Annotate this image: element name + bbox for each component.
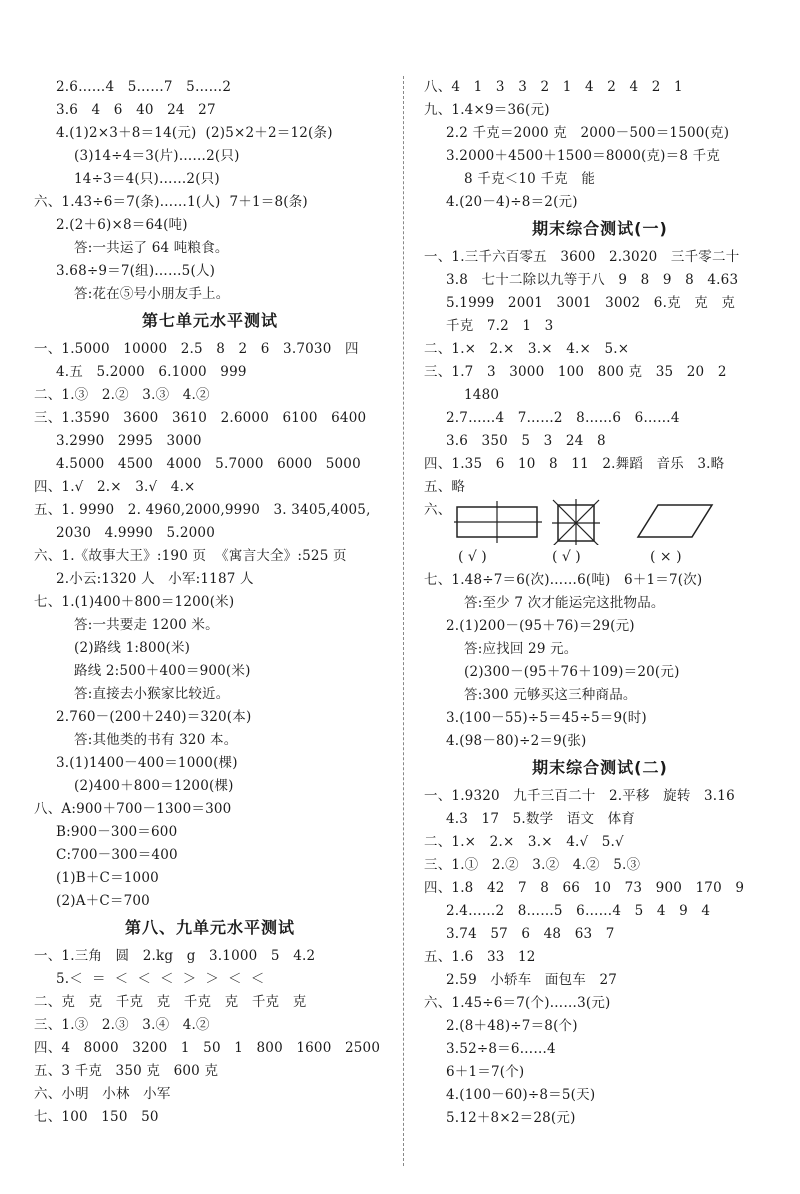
answer-line: 2030 4.9990 5.2000 (56, 525, 215, 541)
column-divider (403, 76, 404, 1166)
answer-line: 2.7……4 7……2 8……6 6……4 (446, 410, 680, 426)
answer-line: 路线 2:500＋400＝900(米) (74, 663, 251, 679)
answer-line: 2.59 小轿车 面包车 27 (446, 972, 618, 988)
answer-line: (2)路线 1:800(米) (74, 640, 191, 656)
answer-line: 4.(20－4)÷8＝2(元) (446, 194, 578, 210)
answer-line: 三、1.③ 2.③ 3.④ 4.② (34, 1017, 210, 1033)
answer-line: 四、4 8000 3200 1 50 1 800 1600 2500 (34, 1040, 381, 1056)
answer-line: 答:300 元够买这三种商品。 (464, 687, 637, 703)
answer-line: 千克 7.2 1 3 (446, 318, 554, 334)
answer-line: 四、1.8 42 7 8 66 10 73 900 170 9 (424, 880, 745, 896)
answer-line: 4.(98－80)÷2＝9(张) (446, 733, 587, 749)
answer-line: 5.1999 2001 3001 3002 6.克 克 克 (446, 295, 736, 311)
answer-line: 三、1.7 3 3000 100 800 克 35 20 2 (424, 364, 727, 380)
answer-line: 答:直接去小猴家比较近。 (74, 686, 230, 702)
answer-line: 8 千克＜10 千克 能 (464, 171, 596, 187)
answer-line: 6＋1＝7(个) (446, 1064, 525, 1080)
answer-line: 五、1. 9990 2. 4960,2000,9990 3. 3405,4005, (34, 502, 371, 518)
answer-line: 四、1.35 6 10 8 11 2.舞蹈 音乐 3.略 (424, 456, 725, 472)
answer-line: 一、1.三千六百零五 3600 2.3020 三千零二十 (424, 249, 740, 265)
answer-line: 二、克 克 千克 克 千克 克 千克 克 (34, 994, 307, 1010)
parallelogram-figure (636, 499, 716, 543)
answer-line: 4.(100－60)÷8＝5(天) (446, 1087, 596, 1103)
answer-line: 六、1.43÷6＝7(条)……1(人) 7＋1＝8(条) (34, 194, 308, 210)
section-title-unit7: 第七单元水平测试 (141, 311, 278, 330)
answer-line: 九、1.4×9＝36(元) (424, 102, 550, 118)
answer-line: 2.(2＋6)×8＝64(吨) (56, 217, 188, 233)
answer-line: 三、1.① 2.② 3.② 4.② 5.③ (424, 857, 641, 873)
answer-line: 3.6 4 6 40 24 27 (56, 102, 216, 118)
answer-line: 六、小明 小林 小军 (34, 1086, 171, 1102)
answer-line: 答:应找回 29 元。 (464, 641, 578, 657)
answer-line: 3.74 57 6 48 63 7 (446, 926, 615, 942)
answer-line: 二、1.× 2.× 3.× 4.√ 5.√ (424, 834, 624, 850)
answer-line: 3.(1)1400－400＝1000(棵) (56, 755, 238, 771)
answer-line: (3)14÷4＝3(片)……2(只) (74, 148, 240, 164)
answer-line: 六、1.《故事大王》:190 页 《寓言大全》:525 页 (34, 548, 347, 564)
answer-line: 2.2 千克＝2000 克 2000－500＝1500(克) (446, 125, 730, 141)
answer-line: (2)A＋C＝700 (56, 893, 150, 909)
answer-line: 3.6 350 5 3 24 8 (446, 433, 606, 449)
answer-line: 3.68÷9＝7(组)……5(人) (56, 263, 216, 279)
answer-line: 答:至少 7 次才能运完这批物品。 (464, 595, 665, 611)
shapes-figure-row (424, 499, 776, 545)
answer-line: 3.8 七十二除以九等于八 9 8 9 8 4.63 (446, 272, 739, 288)
answer-line: 答:一共要走 1200 米。 (74, 617, 219, 633)
shape-answers-row (424, 545, 776, 569)
answer-line: 六、1.45÷6＝7(个)……3(元) (424, 995, 611, 1011)
section-title-final1: 期末综合测试(一) (532, 219, 668, 238)
answer-line: 二、1.× 2.× 3.× 4.× 5.× (424, 341, 630, 357)
answer-line: 3.2000＋4500＋1500＝8000(克)＝8 千克 (446, 148, 721, 164)
section-label: 六、 (424, 502, 452, 518)
answer-line: 答:其他类的书有 320 本。 (74, 732, 238, 748)
answer-line: 2.(8＋48)÷7＝8(个) (446, 1018, 578, 1034)
answer-line: 5.＜ ＝ ＜ ＜ ＜ ＞ ＞ ＜ ＜ (56, 971, 265, 987)
answer-line: C:700－300＝400 (56, 847, 178, 863)
answer-line: (1)B＋C＝1000 (56, 870, 159, 886)
left-column (34, 76, 386, 1129)
answer-line: 五、3 千克 350 克 600 克 (34, 1063, 219, 1079)
section-title-final2: 期末综合测试(二) (532, 758, 668, 777)
answer-line: 七、1.(1)400＋800＝1200(米) (34, 594, 235, 610)
answer-line: (2)400＋800＝1200(棵) (74, 778, 234, 794)
rectangle-grid-figure (454, 499, 544, 543)
answer-line: 一、1.9320 九千三百二十 2.平移 旋转 3.16 (424, 788, 735, 804)
answer-line: 3.2990 2995 3000 (56, 433, 202, 449)
answer-line: 3.(100－55)÷5＝45÷5＝9(时) (446, 710, 647, 726)
answer-line: 5.12＋8×2＝28(元) (446, 1110, 576, 1126)
answer-line: 4.3 17 5.数学 语文 体育 (446, 811, 636, 827)
answer-line: (2)300－(95＋76＋109)＝20(元) (464, 664, 680, 680)
answer-line: 八、A:900＋700－1300＝300 (34, 801, 232, 817)
answer-line: 4.5000 4500 4000 5.7000 6000 5000 (56, 456, 361, 472)
answer-line: 1480 (464, 387, 500, 403)
answer-line: 14÷3＝4(只)……2(只) (74, 171, 220, 187)
answer-line: 四、1.√ 2.× 3.√ 4.× (34, 479, 196, 495)
answer-line: 3.52÷8＝6……4 (446, 1041, 556, 1057)
answer-line: 二、1.③ 2.② 3.③ 4.② (34, 387, 210, 403)
answer-line: 七、1.48÷7＝6(次)……6(吨) 6＋1＝7(次) (424, 572, 703, 588)
answer-line: 八、4 1 3 3 2 1 4 2 4 2 1 (424, 79, 683, 95)
answer-line: 2.小云:1320 人 小军:1187 人 (56, 571, 254, 587)
answer-line: 一、1.三角 圆 2.kg g 3.1000 5 4.2 (34, 948, 316, 964)
square-star-figure (552, 499, 602, 545)
right-column (424, 76, 776, 1130)
answer-line: 五、略 (424, 479, 466, 495)
answer-line: 答:花在⑤号小朋友手上。 (74, 286, 230, 302)
answer-line: 一、1.5000 10000 2.5 8 2 6 3.7030 四 (34, 341, 359, 357)
answer-line: 2.6……4 5……7 5……2 (56, 79, 232, 95)
answer-line: 五、1.6 33 12 (424, 949, 536, 965)
answer-line: B:900－300＝600 (56, 824, 178, 840)
shape-answer-3: ( × ) (650, 549, 682, 565)
shape-answer-1: ( √ ) (458, 549, 487, 565)
answer-line: 七、100 150 50 (34, 1109, 159, 1125)
answer-line: 4.五 5.2000 6.1000 999 (56, 364, 247, 380)
answer-line: 答:一共运了 64 吨粮食。 (74, 240, 229, 256)
answer-line: 2.(1)200－(95＋76)＝29(元) (446, 618, 635, 634)
answer-line: 三、1.3590 3600 3610 2.6000 6100 6400 (34, 410, 367, 426)
shape-answer-2: ( √ ) (552, 549, 581, 565)
answer-line: 4.(1)2×3＋8＝14(元) (2)5×2＋2＝12(条) (56, 125, 333, 141)
answer-line: 2.760－(200＋240)＝320(本) (56, 709, 252, 725)
section-title-unit89: 第八、九单元水平测试 (124, 918, 295, 937)
answer-line: 2.4……2 8……5 6……4 5 4 9 4 (446, 903, 711, 919)
